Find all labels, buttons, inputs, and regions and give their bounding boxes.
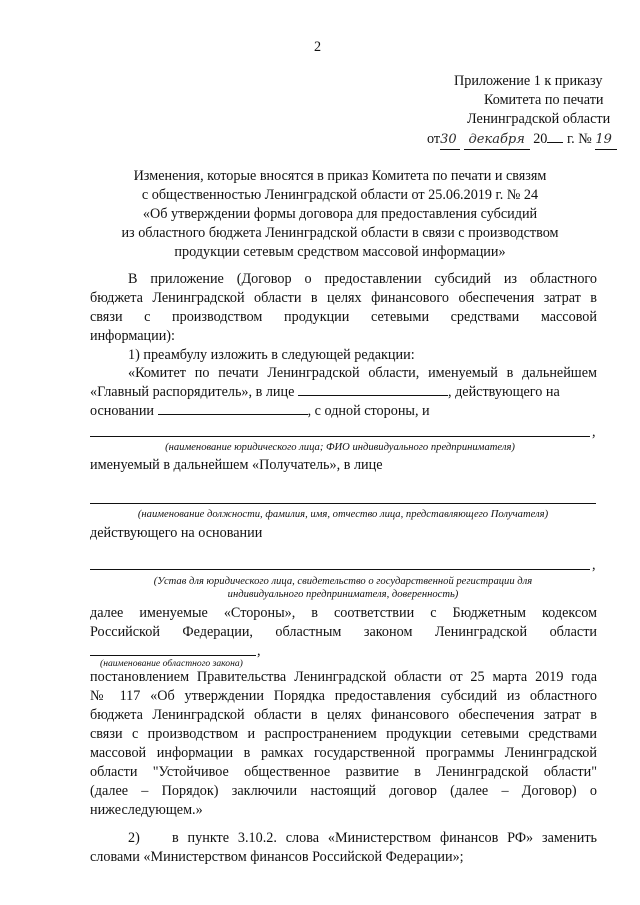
blank-line-recipient-name [90, 436, 590, 437]
caption-basis-document-1: (Устав для юридического лица, свидетельство о государственной регистрации для [153, 576, 533, 587]
paragraph-3-line-6: области "Устойчивое общественное развитие в Ленинградской области" [90, 764, 597, 780]
item-2-line-2: словами «Министерством финансов Российской Федерации»; [90, 849, 464, 865]
year-suffix: г. № [566, 131, 592, 147]
quote-line-3-start: основании [90, 403, 155, 419]
item-1: 1) преамбулу изложить в следующей редакции: [128, 347, 415, 363]
quote-line-2-end: , действующего на [447, 384, 560, 400]
appendix-line-3: Ленинградской области [467, 111, 611, 127]
paragraph-2-line-2: Российской Федерации, областным законом Ленинградской области [90, 624, 597, 640]
recipient-line: именуемый в дальнейшем «Получатель», в лице [90, 457, 383, 473]
heading-line-5: продукции сетевым средством массовой информации» [174, 244, 506, 260]
paragraph-1-line-2: бюджета Ленинградской области в целях финансового обеспечения затрат в [90, 290, 597, 306]
paragraph-3-line-5: массовой информации в рамках государственной программы Ленинградской [90, 745, 597, 761]
appendix-line-2: Комитета по печати [484, 92, 604, 108]
quote-line-2 [90, 383, 560, 402]
handwritten-number: 19 [595, 130, 617, 150]
paragraph-3-line-2: № 117 «Об утверждении Порядка предоставления субсидий из областного [90, 688, 597, 704]
page-number: 2 [314, 39, 322, 55]
paragraph-3-line-3: бюджета Ленинградской области в целях финансового обеспечения затрат в [90, 707, 597, 723]
year-prefix: 20 [533, 131, 548, 147]
paragraph-1-line-3: связи с производством продукции сетевыми средствами массовой [90, 309, 597, 325]
paragraph-3-line-8: нижеследующем.» [90, 802, 203, 818]
caption-basis-document-2: индивидуального предпринимателя, доверенность) [227, 589, 459, 600]
quote-line-3 [90, 402, 430, 421]
paragraph-2-line-1: далее именуемые «Стороны», в соответствии с Бюджетным кодексом [90, 605, 597, 621]
caption-regional-law: (наименование областного закона) [100, 658, 243, 669]
caption-representative: (наименование должности, фамилия, имя, отчество лица, представляющего Получателя) [137, 509, 549, 520]
handwritten-day: 30 [440, 130, 460, 150]
blank-line-regional-law [90, 655, 256, 656]
appendix-date-line [427, 130, 617, 150]
blank-3-comma: , [592, 557, 596, 573]
quote-line-3-end: , с одной стороны, и [307, 403, 430, 419]
heading-line-2: с общественностью Ленинградской области от 25.06.2019 г. № 24 [141, 187, 539, 203]
date-prefix: от [427, 131, 441, 147]
paragraph-3-line-1: постановлением Правительства Ленинградской области от 25 марта 2019 года [90, 669, 597, 685]
heading-line-4: из областного бюджета Ленинградской области в связи с производством [121, 225, 559, 241]
paragraph-3-line-4: связи с производством и распространением продукции сетевыми средствами [90, 726, 597, 742]
handwritten-month: декабря [464, 130, 530, 150]
blank-4-comma: , [257, 643, 261, 659]
basis-blank [158, 402, 308, 415]
item-2-line-1: в пункте 3.10.2. слова «Министерством финансов РФ» заменить [172, 830, 597, 846]
paragraph-3-line-7: (далее – Порядок) заключили настоящий договор (далее – Договор) о [90, 783, 597, 799]
year-blank [547, 130, 563, 143]
item-2-number: 2) [128, 830, 140, 846]
heading-line-3: «Об утверждении формы договора для предоставления субсидий [142, 206, 538, 222]
blank-line-basis-document [90, 569, 590, 570]
quote-line-1: «Комитет по печати Ленинградской области, именуемый в дальнейшем [128, 365, 597, 381]
quote-line-2-start: «Главный распорядитель», в лице [90, 384, 295, 400]
heading-line-1: Изменения, которые вносятся в приказ Комитета по печати и связям [133, 168, 547, 184]
representative-blank [298, 383, 448, 396]
caption-recipient-name: (наименование юридического лица; ФИО индивидуального предпринимателя) [165, 442, 515, 453]
appendix-line-1: Приложение 1 к приказу [454, 73, 603, 89]
blank-1-comma: , [592, 424, 596, 440]
blank-line-representative [90, 503, 596, 504]
acting-line: действующего на основании [90, 525, 263, 541]
paragraph-1-line-4: информации): [90, 328, 175, 344]
paragraph-1-line-1: В приложение (Договор о предоставлении субсидий из областного [128, 271, 597, 287]
